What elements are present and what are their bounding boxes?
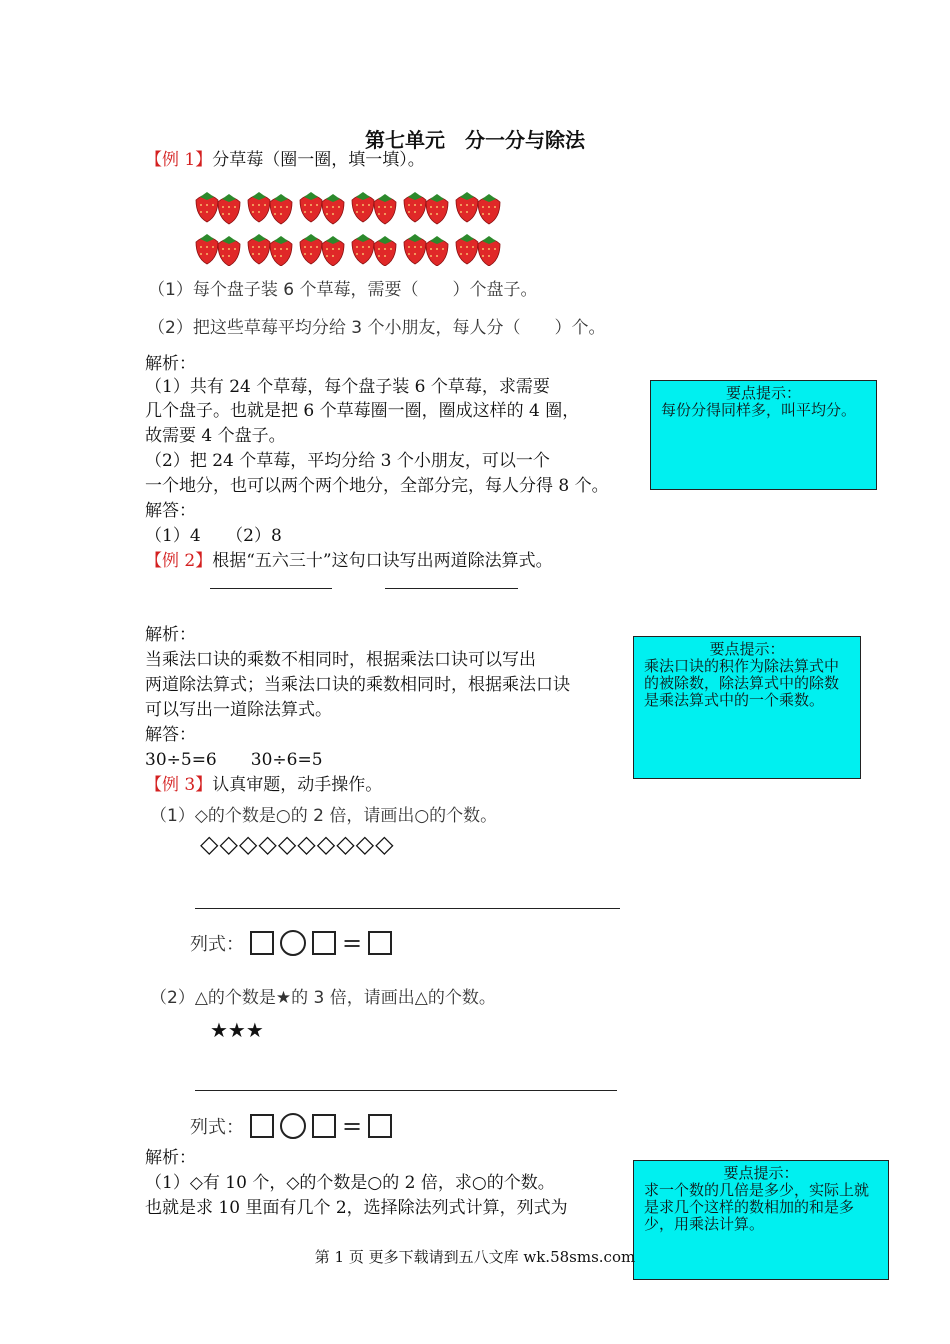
formula-row xyxy=(190,1113,392,1139)
number-box[interactable] xyxy=(312,931,336,955)
number-box[interactable] xyxy=(250,1114,274,1138)
answer-label: 解答： xyxy=(145,501,196,521)
example-tag: 【例 1】 xyxy=(145,150,213,170)
page-title: 第七单元 分一分与除法 xyxy=(365,128,585,152)
example-prompt: 认真审题，动手操作。 xyxy=(212,775,383,795)
strawberry-image xyxy=(192,182,512,266)
tip-body: 每份分得同样多，叫平均分。 xyxy=(661,401,857,419)
analysis-line: 一个地分，也可以两个两个地分，全部分完，每人分得 8 个。 xyxy=(145,476,609,496)
analysis-line: 几个盘子。也就是把 6 个草莓圈一圈，圈成这样的 4 圈， xyxy=(145,401,580,421)
strawberry-icon xyxy=(300,234,344,266)
answer-blank[interactable] xyxy=(210,588,332,589)
strawberry-icon xyxy=(300,192,344,224)
tip-title: 要点提示： xyxy=(725,384,801,402)
example-tag: 【例 2】 xyxy=(145,551,213,571)
example-tag: 【例 3】 xyxy=(145,775,213,795)
formula-label: 列式： xyxy=(190,934,244,955)
analysis-line: 故需要 4 个盘子。 xyxy=(145,426,286,446)
part-2-prompt: （2）△的个数是★的 3 倍，请画出△的个数。 xyxy=(150,988,496,1008)
page-footer: 第 1 页 更多下载请到五八文库 wk.58sms.com xyxy=(314,1248,636,1266)
number-box[interactable] xyxy=(312,1114,336,1138)
strawberry-icon xyxy=(248,234,292,266)
strawberry-icon xyxy=(196,192,240,224)
strawberry-icon xyxy=(352,234,396,266)
strawberry-icon xyxy=(196,234,240,266)
strawberry-icon xyxy=(456,234,500,266)
formula-row xyxy=(190,930,392,956)
operator-circle[interactable] xyxy=(280,1113,306,1139)
number-box[interactable] xyxy=(368,1114,392,1138)
analysis-line: （1）◇有 10 个，◇的个数是○的 2 倍，求○的个数。 xyxy=(145,1173,555,1193)
example-prompt: 分草莓（圈一圈，填一填）。 xyxy=(212,150,425,170)
diamond-shapes: ◇◇◇◇◇◇◇◇◇◇ xyxy=(200,830,395,858)
question-2: （2）把这些草莓平均分给 3 个小朋友，每人分（ ）个。 xyxy=(148,318,606,338)
strawberry-icon xyxy=(456,192,500,224)
analysis-label: 解析： xyxy=(145,1148,196,1168)
example-3-heading xyxy=(145,773,382,797)
analysis-label: 解析： xyxy=(145,625,196,645)
answer-label: 解答： xyxy=(145,725,196,745)
analysis-line: 当乘法口诀的乘数不相同时，根据乘法口诀可以写出 xyxy=(145,650,536,670)
tip-box xyxy=(633,636,861,779)
analysis-label: 解析： xyxy=(145,354,196,374)
drawing-line[interactable] xyxy=(195,1090,617,1091)
equals-sign: = xyxy=(342,1112,363,1140)
tip-box xyxy=(650,380,877,490)
answer-blank[interactable] xyxy=(385,588,518,589)
answer-text: 30÷5=6 30÷6=5 xyxy=(145,750,323,770)
star-shapes: ★★★ xyxy=(210,1018,264,1042)
part-1-prompt: （1）◇的个数是○的 2 倍，请画出○的个数。 xyxy=(150,806,498,826)
equals-sign: = xyxy=(342,929,363,957)
strawberry-icon xyxy=(404,192,448,224)
tip-title: 要点提示： xyxy=(723,1164,799,1182)
strawberry-icon xyxy=(404,234,448,266)
analysis-line: 两道除法算式；当乘法口诀的乘数相同时，根据乘法口诀 xyxy=(145,675,570,695)
strawberry-icon xyxy=(352,192,396,224)
tip-body: 乘法口诀的积作为除法算式中的被除数，除法算式中的除数是乘法算式中的一个乘数。 xyxy=(644,657,840,709)
analysis-line: 可以写出一道除法算式。 xyxy=(145,700,332,720)
tip-title: 要点提示： xyxy=(709,640,785,658)
operator-circle[interactable] xyxy=(280,930,306,956)
answer-text: （1）4 （2）8 xyxy=(145,526,282,546)
drawing-line[interactable] xyxy=(195,908,620,909)
analysis-line: 也就是求 10 里面有几个 2，选择除法列式计算，列式为 xyxy=(145,1198,568,1218)
number-box[interactable] xyxy=(250,931,274,955)
analysis-line: （2）把 24 个草莓，平均分给 3 个小朋友，可以一个 xyxy=(145,451,550,471)
example-1-heading xyxy=(145,148,425,172)
analysis-line: （1）共有 24 个草莓，每个盘子装 6 个草莓，求需要 xyxy=(145,377,550,397)
formula-label: 列式： xyxy=(190,1117,244,1138)
question-1: （1）每个盘子装 6 个草莓，需要（ ）个盘子。 xyxy=(148,280,538,300)
tip-body: 求一个数的几倍是多少，实际上就是求几个这样的数相加的和是多少，用乘法计算。 xyxy=(644,1181,870,1233)
number-box[interactable] xyxy=(368,931,392,955)
example-2-heading xyxy=(145,549,553,573)
strawberry-icon xyxy=(248,192,292,224)
example-prompt: 根据“五六三十”这句口诀写出两道除法算式。 xyxy=(212,551,553,571)
